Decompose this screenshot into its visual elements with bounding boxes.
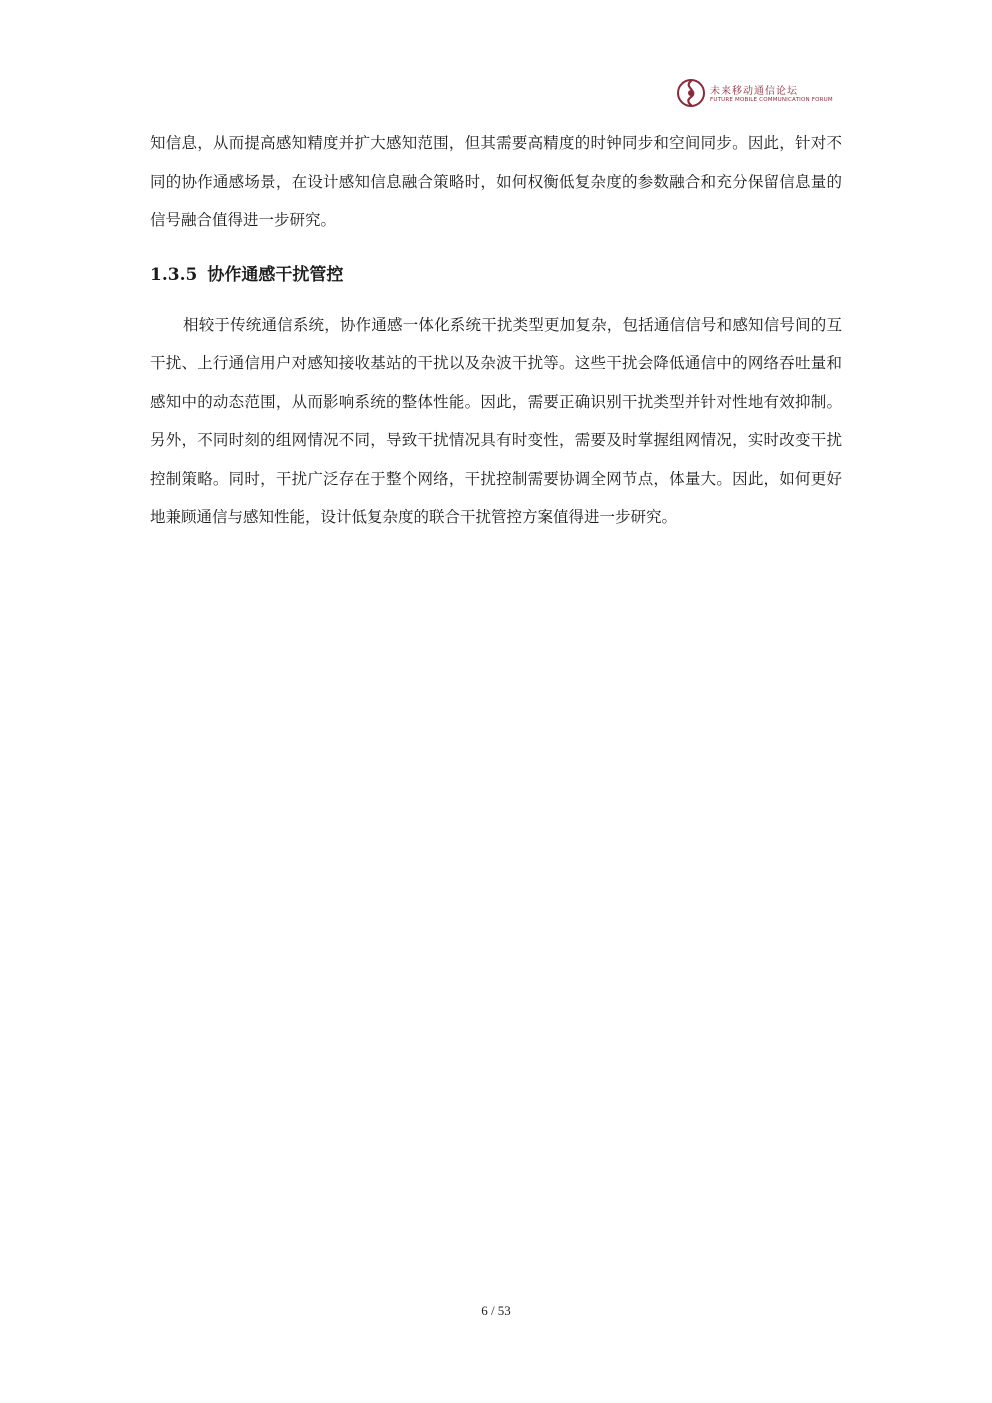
page-content xyxy=(150,124,842,537)
section-number: 1.3.5 xyxy=(150,264,198,285)
section-title: 协作通感干扰管控 xyxy=(207,264,344,285)
logo-chinese-name: 未来移动通信论坛 xyxy=(710,86,798,97)
section-heading xyxy=(150,260,842,290)
section-paragraph: 相较于传统通信系统，协作通感一体化系统干扰类型更加复杂，包括通信信号和感知信号间的互干扰、上行通信用户对感知接收基站的干扰以及杂波干扰等。这些干扰会降低通信中的网络吞吐量和感知中的动态范围，从而影响系统的整体性能。因此，需要正确识别干扰类型并针对性地有效抑制。另外，不同时刻的组网情况不同，导致干扰情况具有时变性，需要及时掌握组网情况，实时改变干扰控制策略。同时，干扰广泛存在于整个网络，干扰控制需要协调全网节点，体量大。因此，如何更好地兼顾通信与感知性能，设计低复杂度的联合干扰管控方案值得进一步研究。 xyxy=(150,315,842,526)
logo-text xyxy=(710,86,833,104)
page-number: 6 / 53 xyxy=(481,1303,511,1318)
forum-logo-icon xyxy=(676,78,706,108)
logo-english-name: FUTURE MOBILE COMMUNICATION FORUM xyxy=(710,97,833,103)
forum-logo xyxy=(676,78,833,112)
continued-paragraph: 知信息，从而提高感知精度并扩大感知范围，但其需要高精度的时钟同步和空间同步。因此，针对不同的协作通感场景，在设计感知信息融合策略时，如何权衡低复杂度的参数融合和充分保留信息量的信号融合值得进一步研究。 xyxy=(150,134,842,229)
